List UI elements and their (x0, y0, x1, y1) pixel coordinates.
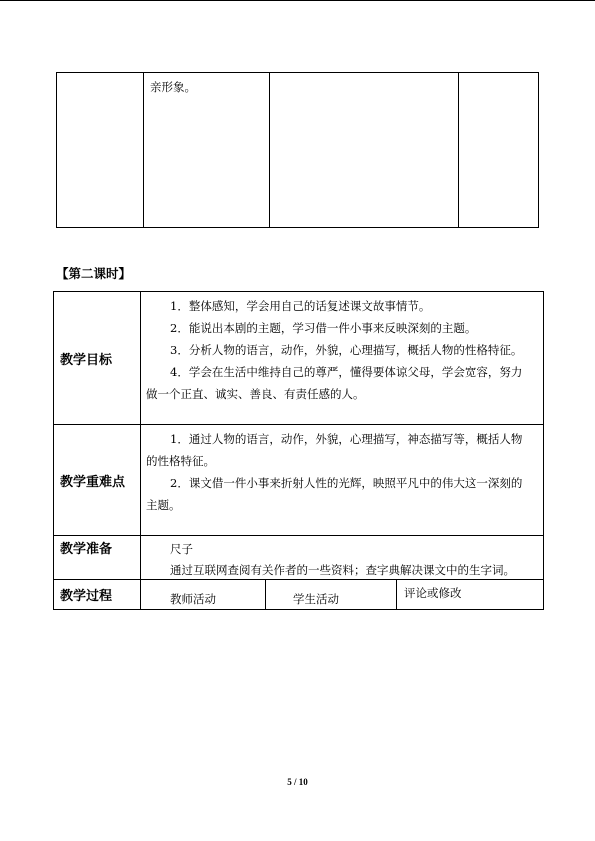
section-heading: 【第二课时】 (56, 266, 132, 281)
key-point-line: 2．课文借一件小事来折射人性的光辉，映照平凡中的伟大这一深刻的 (170, 476, 523, 490)
table1-cell-3 (269, 72, 459, 228)
preparation-line: 通过互联网查阅有关作者的一些资料；查字典解决课文中的生字词。 (170, 563, 515, 577)
objective-line: 4．学会在生活中维持自己的尊严，懂得要体谅父母，学会宽容，努力 (170, 365, 523, 379)
process-teacher-cell (140, 579, 266, 610)
table1-cell-4 (458, 72, 539, 228)
process-comment-cell (396, 579, 544, 610)
comment-header: 评论或修改 (404, 586, 462, 600)
objectives-label: 教学目标 (53, 291, 141, 425)
page-number: 5 / 10 (287, 777, 308, 787)
key-points-label: 教学重难点 (53, 424, 141, 536)
student-activity-header: 学生活动 (293, 592, 339, 606)
teacher-activity-header: 教师活动 (170, 592, 216, 606)
preparation-line: 尺子 (170, 542, 193, 556)
key-point-line: 主题。 (146, 498, 181, 512)
key-point-line: 1．通过人物的语言，动作，外貌，心理描写，神态描写等，概括人物 (170, 432, 523, 446)
key-points-content (140, 424, 544, 536)
objective-line: 2．能说出本剧的主题，学习借一件小事来反映深刻的主题。 (170, 321, 477, 335)
key-point-line: 的性格特征。 (146, 454, 215, 468)
preparation-label: 教学准备 (53, 535, 141, 580)
top-rule (0, 0, 595, 1)
objective-line: 做一个正直、诚实、善良、有责任感的人。 (146, 387, 365, 401)
objectives-content (140, 291, 544, 425)
objective-line: 3．分析人物的语言，动作，外貌，心理描写，概括人物的性格特征。 (170, 343, 523, 357)
table1-cell-1 (56, 72, 144, 228)
table1-cell-text: 亲形象。 (150, 80, 196, 94)
preparation-content (140, 535, 544, 580)
process-label: 教学过程 (53, 579, 141, 610)
objective-line: 1．整体感知，学会用自己的话复述课文故事情节。 (170, 299, 431, 313)
table1-cell-2 (143, 72, 270, 228)
process-student-cell (265, 579, 397, 610)
